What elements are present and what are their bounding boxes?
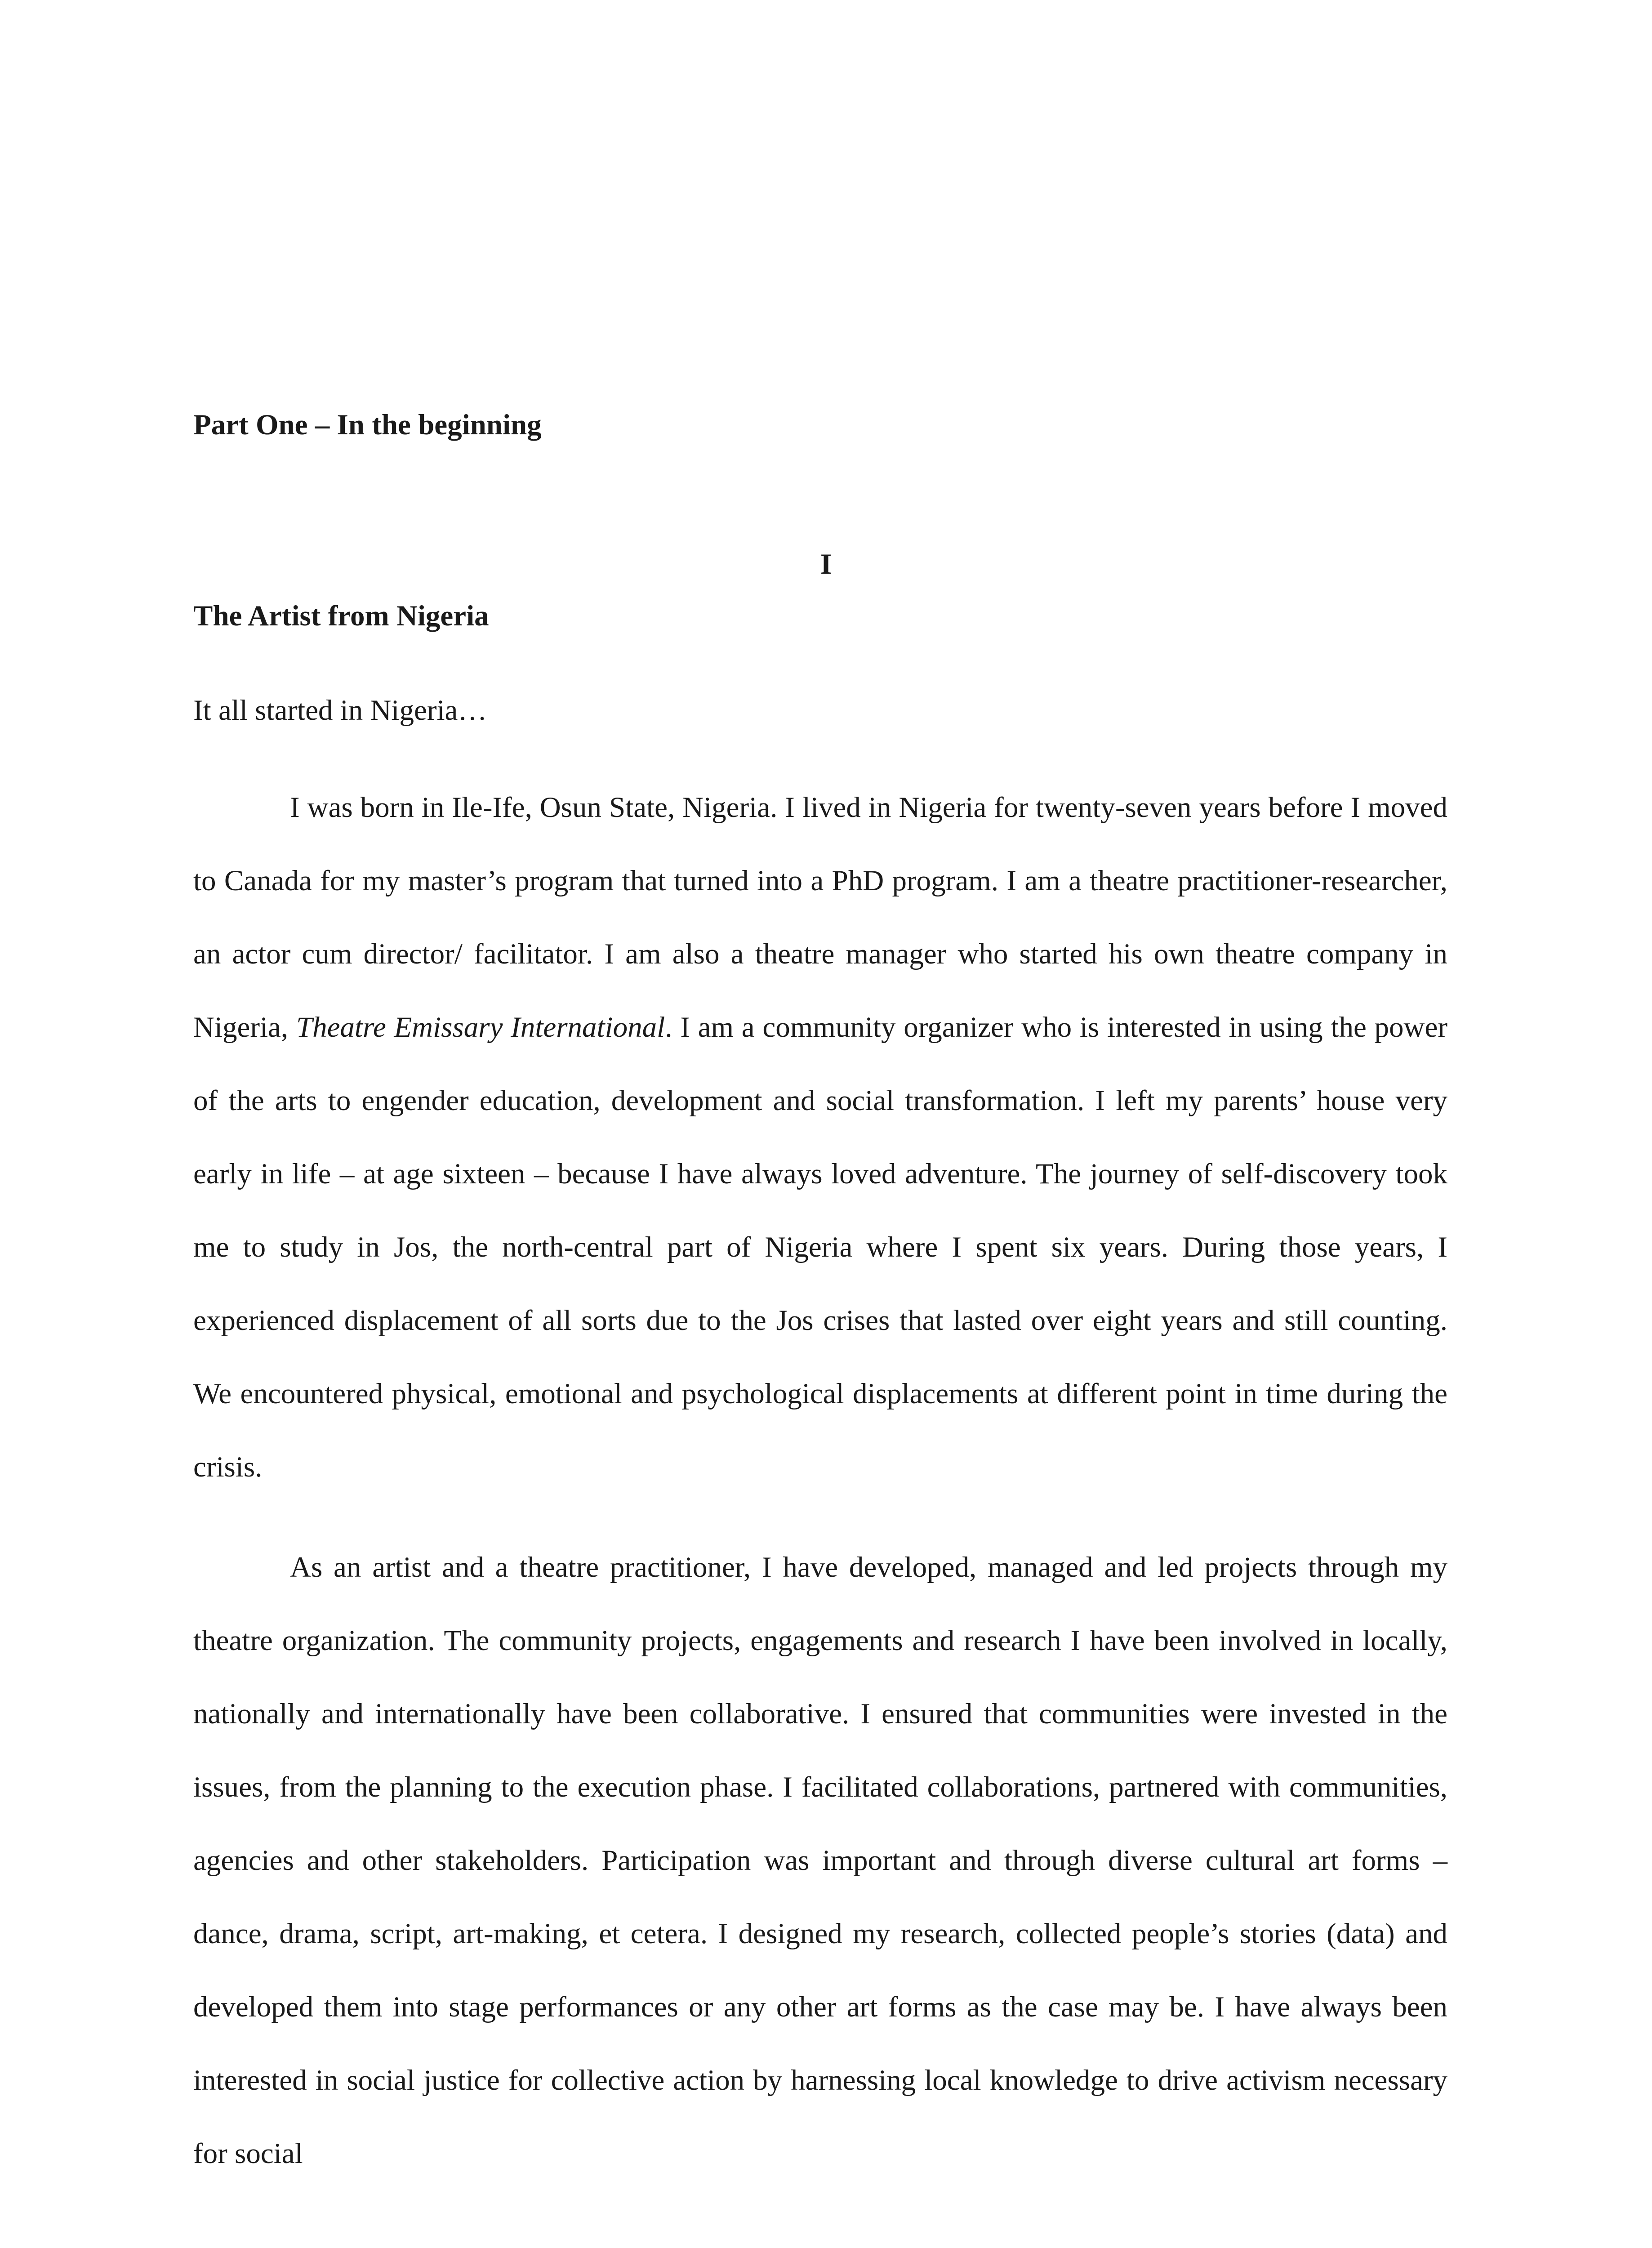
opening-line: It all started in Nigeria… <box>193 694 487 727</box>
body-paragraph-2: As an artist and a theatre practitioner, I have developed, managed and led projects through my theatre organization. The community projects, engagements and research I have been involved in locally, nationally and internationally have been collaborative. I ensured that communities were invested in the issues, from the planning to the execution phase. I facilitated collaborations, partnered with communities, agencies and other stakeholders. Participation was important and through diverse cultural art forms – dance, drama, script, art-making, et cetera. I designed my research, collected people’s stories (data) and developed them into stage performances or any other art forms as the case may be. I have always been interested in social justice for collective action by harnessing local knowledge to drive activism necessary for social <box>193 1551 1447 2170</box>
body-paragraph-1 <box>193 771 1447 1504</box>
paragraph-text: I was born in Ile-Ife, Osun State, Nigeria. I lived in Nigeria for twenty-seven years before I moved to Canada for my master’s program that turned into a PhD program. I am a theatre practitioner-researcher, an actor cum director/ facilitator. I am also a theatre manager who started his own theatre company in Nigeria, <box>193 791 1447 1044</box>
chapter-title: The Artist from Nigeria <box>193 600 489 632</box>
part-heading: Part One – In the beginning <box>193 409 542 441</box>
paragraph-text: . I am a community organizer who is interested in using the power of the arts to engender education, development and social transformation. I left my parents’ house very early in life – at age sixteen – because I have always loved adventure. The journey of self-discovery took me to study in Jos, the north-central part of Nigeria where I spent six years. During those years, I experienced displacement of all sorts due to the Jos crises that lasted over eight years and still counting. We encountered physical, emotional and psychological displacements at different point in time during the crisis. <box>193 1011 1447 1483</box>
company-name-italic: Theatre Emissary International <box>296 1011 665 1044</box>
chapter-number: I <box>820 548 832 580</box>
